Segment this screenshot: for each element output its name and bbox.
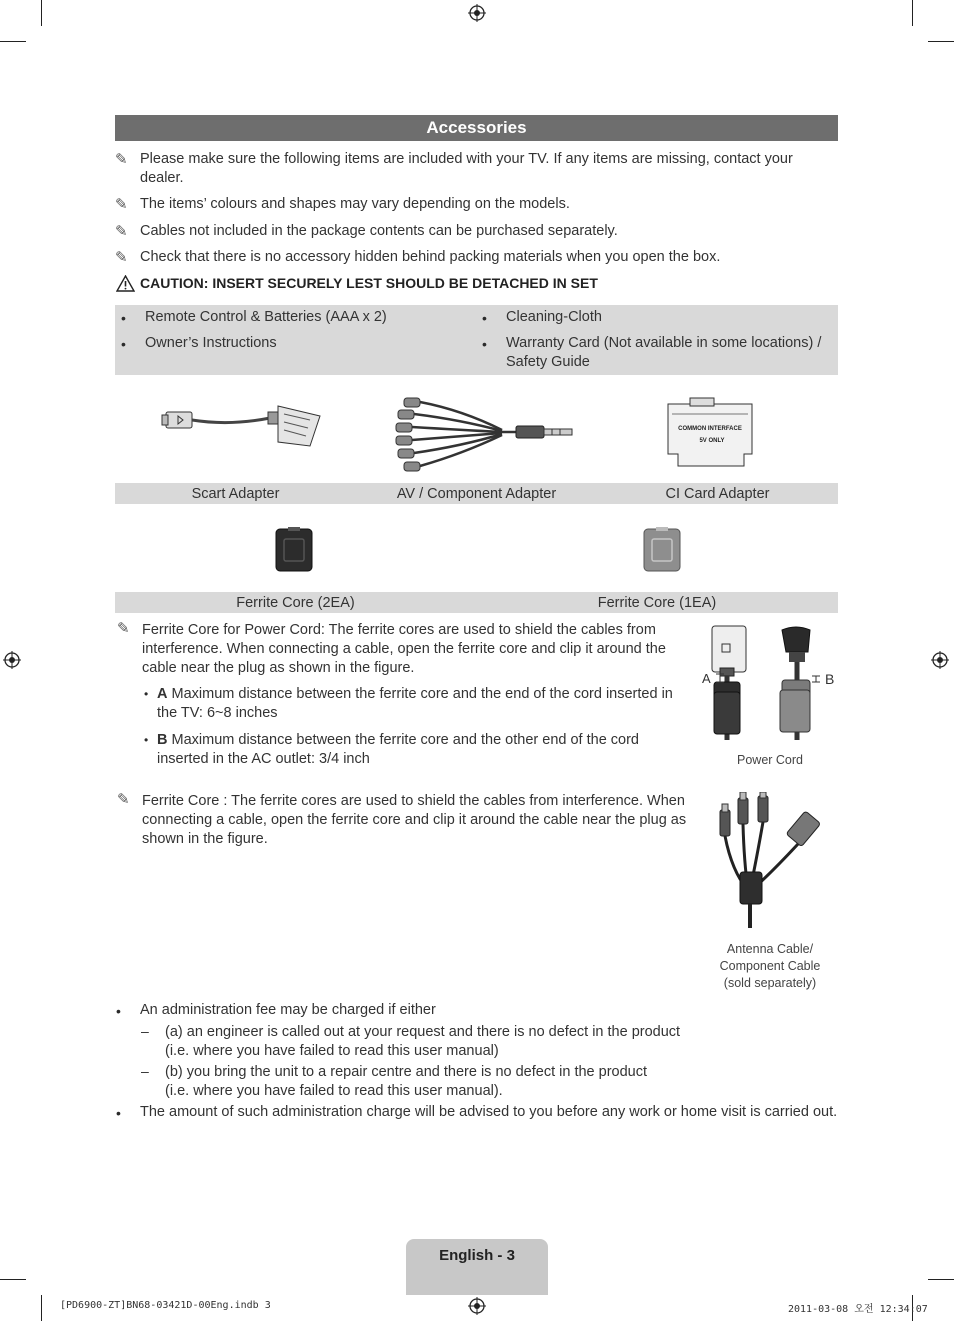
note-text: Please make sure the following items are included with your TV. If any items are missing, contact your dealer.	[140, 151, 793, 186]
accessory-caption: Scart Adapter	[191, 486, 280, 502]
included-item: Cleaning-Cloth	[506, 309, 602, 325]
file-slug: [PD6900-ZT]BN68-03421D-00Eng.indb 3	[60, 1300, 271, 1311]
crop-mark	[0, 41, 26, 42]
ferrite-cable-text: Ferrite Core : The ferrite cores are used to shield the cables from interference. When connecting a cable, open the ferrite core and clip it around the cable near the plug as shown in the figure.	[142, 793, 687, 847]
crop-mark	[928, 1279, 954, 1280]
pencil-note-icon: ✎	[117, 620, 130, 637]
caution-triangle-icon	[116, 275, 135, 292]
distance-a-text: Maximum distance between the ferrite core and the end of the cord inserted in the TV: 6~8 inches	[157, 686, 673, 721]
bullet: •	[482, 310, 487, 326]
date-slug: 2011-03-08 오전 12:34:07	[788, 1304, 928, 1315]
crop-mark	[928, 41, 954, 42]
bullet: •	[482, 336, 487, 352]
pencil-note-icon: ✎	[117, 791, 130, 808]
distance-b-text: Maximum distance between the ferrite core and the other end of the cord inserted in the AC outlet: 3/4 inch	[157, 732, 639, 767]
note-text: Check that there is no accessory hidden behind packing materials when you open the box.	[140, 249, 721, 265]
bullet: •	[144, 733, 149, 747]
note-text: The items’ colours and shapes may vary depending on the models.	[140, 196, 570, 212]
av-component-adapter-image	[392, 392, 592, 474]
pencil-note-icon: ✎	[115, 249, 128, 266]
antenna-caption-line: Antenna Cable/	[726, 942, 814, 956]
accessory-caption: AV / Component Adapter	[396, 486, 557, 502]
power-cord-caption: Power Cord	[737, 753, 803, 767]
admin-b-line1: (b) you bring the unit to a repair centre and there is no defect in the product	[165, 1064, 648, 1080]
dash: –	[141, 1063, 149, 1079]
pencil-note-icon: ✎	[115, 196, 128, 213]
figure-label-a: A	[702, 671, 711, 686]
ci-card-adapter-image	[664, 394, 756, 470]
dash: –	[141, 1023, 149, 1039]
pencil-note-icon: ✎	[115, 151, 128, 168]
bullet: •	[121, 310, 126, 326]
ci-card-label: COMMON INTERFACE	[678, 426, 742, 432]
label-a: A	[157, 686, 168, 702]
crop-mark	[41, 1295, 42, 1321]
accessory-caption: CI Card Adapter	[665, 486, 770, 502]
included-item: Owner’s Instructions	[145, 335, 277, 351]
ferrite-power-a	[157, 685, 692, 723]
power-cord-figure	[700, 622, 840, 748]
bullet: •	[116, 1105, 121, 1121]
admin-b-line2: (i.e. where you have failed to read this user manual).	[165, 1083, 503, 1099]
bullet: •	[116, 1003, 121, 1019]
crop-mark	[0, 1279, 26, 1280]
accessory-caption: Ferrite Core (1EA)	[597, 595, 717, 611]
note-text: Cables not included in the package contents can be purchased separately.	[140, 223, 618, 239]
figure-label-b: B	[825, 671, 835, 687]
crop-mark	[41, 0, 42, 26]
scart-adapter-image	[160, 398, 325, 453]
page-footer-tab: English - 3	[406, 1239, 548, 1295]
accessory-caption: Ferrite Core (2EA)	[236, 595, 355, 611]
antenna-caption-line: (sold separately)	[723, 976, 817, 990]
antenna-caption-line: Component Cable	[719, 959, 821, 973]
included-item: Remote Control & Batteries (AAA x 2)	[145, 309, 387, 325]
crop-mark	[912, 0, 913, 26]
label-b: B	[157, 732, 168, 748]
admin-intro: An administration fee may be charged if either	[140, 1002, 436, 1018]
bullet: •	[121, 336, 126, 352]
admin-final: The amount of such administration charge will be advised to you before any work or home visit is carried out.	[140, 1104, 838, 1120]
admin-a-line2: (i.e. where you have failed to read this user manual)	[165, 1043, 499, 1059]
bullet: •	[144, 687, 149, 701]
registration-mark-icon	[3, 651, 21, 669]
registration-mark-icon	[468, 4, 486, 22]
ferrite-core-grey-image	[642, 527, 682, 573]
included-item: Warranty Card (Not available in some locations) / Safety Guide	[506, 335, 822, 370]
ferrite-power-b	[157, 731, 692, 769]
section-title: Accessories	[115, 115, 838, 141]
ferrite-power-text: Ferrite Core for Power Cord: The ferrite cores are used to shield the cables from interference. When connecting a cable, open the ferrite core and clip it around the cable near the plug as shown in the figure.	[142, 622, 666, 676]
admin-a-line1: (a) an engineer is called out at your request and there is no defect in the product	[165, 1024, 681, 1040]
registration-mark-icon	[468, 1297, 486, 1315]
pencil-note-icon: ✎	[115, 223, 128, 240]
ferrite-core-dark-image	[274, 527, 314, 573]
registration-mark-icon	[931, 651, 949, 669]
ci-card-label: 5V ONLY	[699, 438, 725, 444]
caution-text: CAUTION: INSERT SECURELY LEST SHOULD BE DETACHED IN SET	[140, 275, 598, 291]
antenna-component-cable-figure	[712, 792, 832, 932]
